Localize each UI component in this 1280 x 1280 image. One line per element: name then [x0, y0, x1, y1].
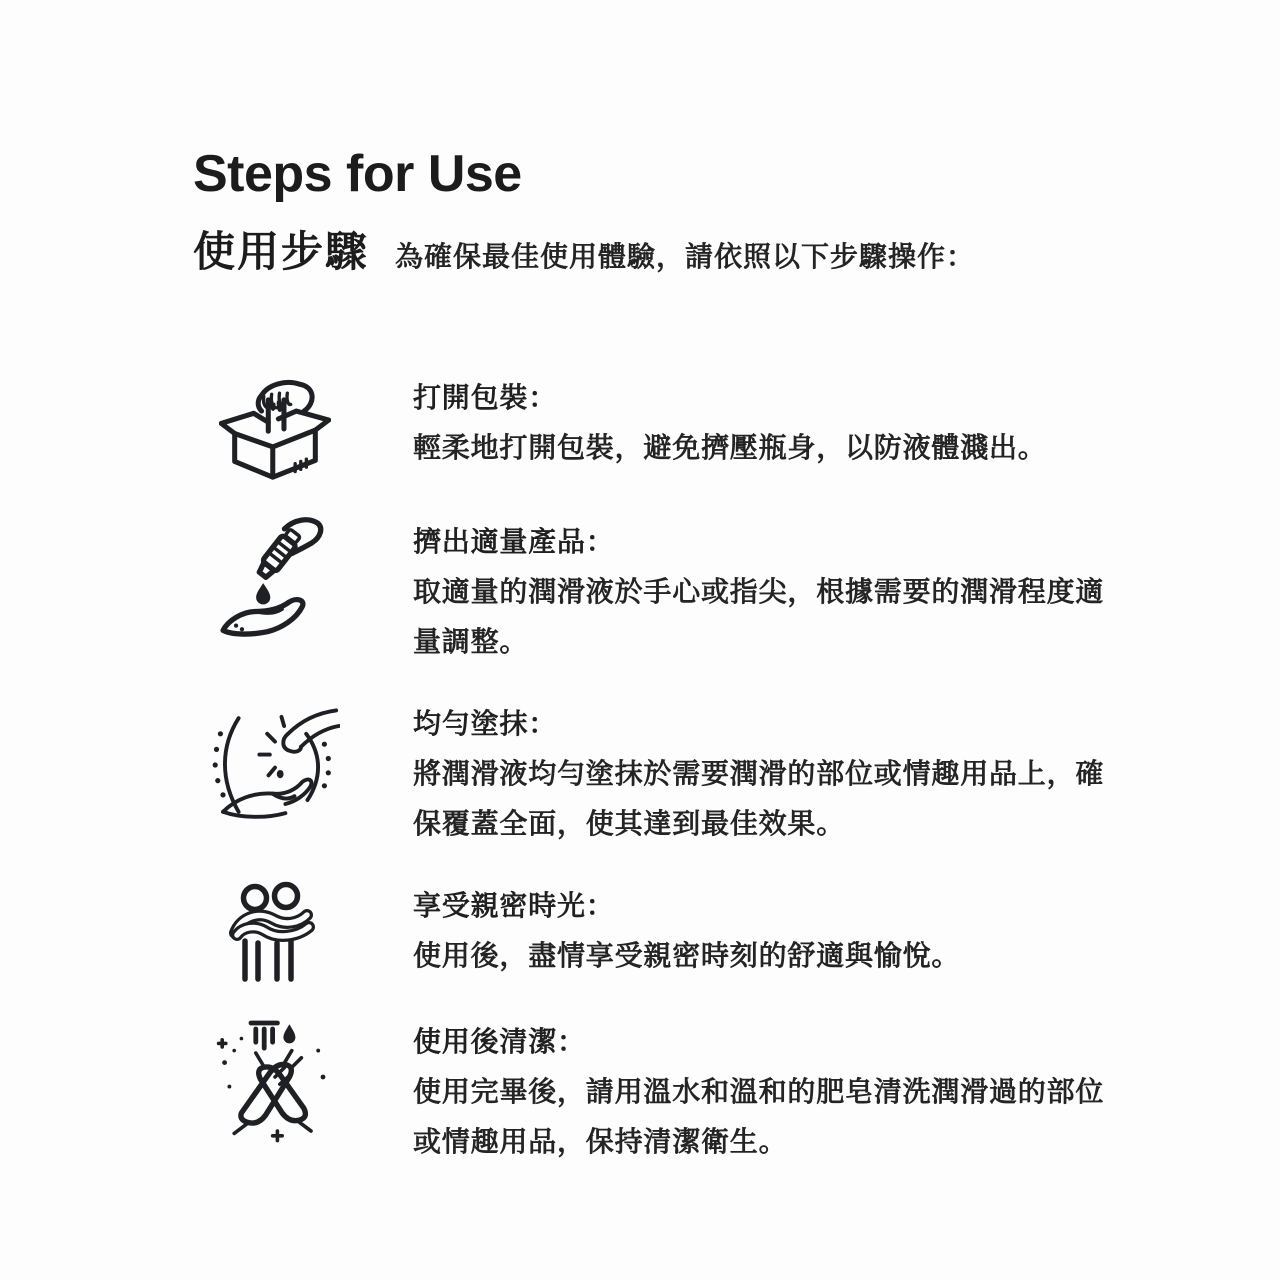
page-title-zh: 使用步驟	[193, 228, 370, 276]
step-title: 打開包裝：	[413, 382, 558, 414]
step-body: 使用完畢後，請用溫水和溫和的肥皂清洗潤滑過的部位或情趣用品，保持清潔衛生。	[413, 1076, 1105, 1158]
apply-evenly-icon	[210, 699, 340, 831]
hug-couple-icon	[225, 881, 325, 985]
step-open-package	[193, 373, 1200, 485]
dispense-drop-icon	[216, 517, 334, 647]
step-dispense-product	[193, 517, 1200, 667]
step-body: 將潤滑液均勻塗抹於需要潤滑的部位或情趣用品上，確保覆蓋全面，使其達到最佳效果。	[413, 758, 1105, 840]
step-apply-evenly	[193, 699, 1200, 849]
step-title: 享受親密時光：	[413, 890, 615, 922]
step-body: 輕柔地打開包裝，避免擠壓瓶身，以防液體濺出。	[413, 432, 1047, 464]
step-title: 擠出適量產品：	[413, 526, 615, 558]
step-body: 取適量的潤滑液於手心或指尖，根據需要的潤滑程度適量調整。	[413, 576, 1105, 658]
intro-text: 為確保最佳使用體驗，請依照以下步驟操作：	[395, 241, 976, 273]
step-title: 使用後清潔：	[413, 1026, 586, 1058]
open-box-icon	[219, 373, 331, 485]
step-title: 均勻塗抹：	[413, 708, 558, 740]
subtitle-row	[193, 219, 1200, 279]
wash-hands-icon	[215, 1017, 335, 1143]
page-title-en: Steps for Use	[193, 145, 522, 203]
steps-list	[193, 373, 1200, 1167]
step-clean-after-use	[193, 1017, 1200, 1167]
step-enjoy-intimacy	[193, 881, 1200, 985]
step-body: 使用後，盡情享受親密時刻的舒適與愉悅。	[413, 940, 961, 972]
